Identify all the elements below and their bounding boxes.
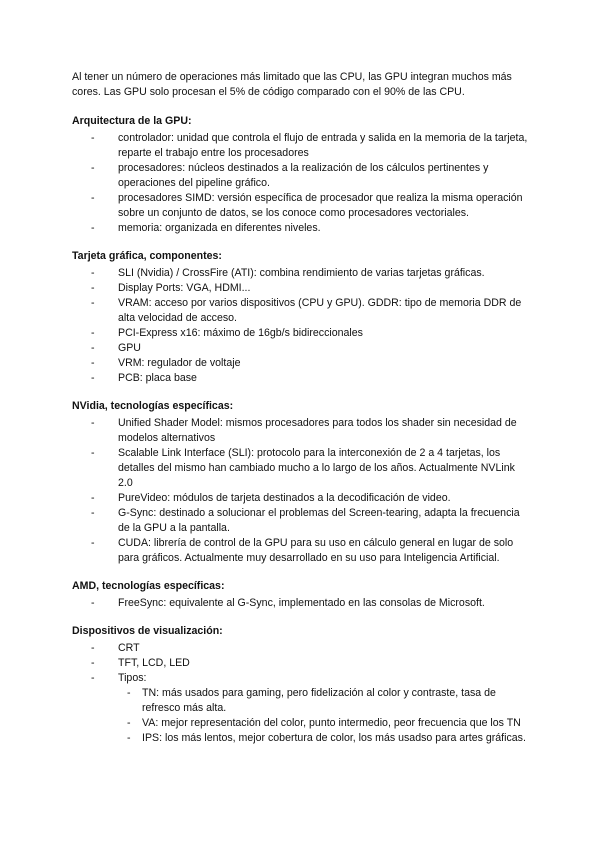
sub-list-item: - IPS: los más lentos, mejor cobertura de color, los más usadso para artes gráficas. <box>72 731 532 746</box>
section-heading: Tarjeta gráfica, componentes: <box>72 250 222 262</box>
list-item: - Scalable Link Interface (SLI): protocolo para la interconexión de 2 a 4 tarjetas, los detalles del mismo han cambiado mucho a lo largo de los años. Actualmente NVLink 2.0 <box>72 446 532 491</box>
intro-paragraph: Al tener un número de operaciones más limitado que las CPU, las GPU integran muchos más cores. Las GPU solo procesan el 5% de código comparado con el 90% de las CPU. <box>72 71 512 98</box>
list-item: - Unified Shader Model: mismos procesadores para todos los shader sin necesidad de modelos alternativos <box>72 416 532 446</box>
list-item: - G-Sync: destinado a solucionar el problemas del Screen-tearing, adapta la frecuencia de la GPU a la pantalla. <box>72 506 532 536</box>
list-item: - procesadores: núcleos destinados a la realización de los cálculos pertinentes y operaciones del pipeline gráfico. <box>72 161 532 191</box>
tipos-label: - Tipos: <box>72 671 532 686</box>
sub-bullet-list <box>72 686 532 746</box>
section-dispositivos <box>72 624 532 746</box>
section-heading: Dispositivos de visualización: <box>72 625 223 637</box>
sub-list-item: - VA: mejor representación del color, punto intermedio, peor frecuencia que los TN <box>72 716 532 731</box>
list-item: - GPU <box>72 341 532 356</box>
section-tarjeta <box>72 249 532 386</box>
list-item: - memoria: organizada en diferentes niveles. <box>72 221 532 236</box>
list-item: - VRAM: acceso por varios dispositivos (CPU y GPU). GDDR: tipo de memoria DDR de alta velocidad de acceso. <box>72 296 532 326</box>
list-item: - SLI (Nvidia) / CrossFire (ATI): combina rendimiento de varias tarjetas gráficas. <box>72 266 532 281</box>
list-item: - procesadores SIMD: versión específica de procesador que realiza la misma operación sobre un conjunto de datos, se los conoce como procesadores vectoriales. <box>72 191 532 221</box>
bullet-list <box>72 641 532 671</box>
section-heading: AMD, tecnologías específicas: <box>72 580 225 592</box>
list-item: - PCB: placa base <box>72 371 532 386</box>
section-arquitectura <box>72 114 532 236</box>
list-item: - Display Ports: VGA, HDMI... <box>72 281 532 296</box>
document-page <box>72 70 532 759</box>
list-item: - CRT <box>72 641 532 656</box>
section-heading: NVidia, tecnologías específicas: <box>72 400 234 412</box>
bullet-list <box>72 596 532 611</box>
bullet-list <box>72 416 532 566</box>
list-item: - CUDA: librería de control de la GPU para su uso en cálculo general en lugar de solo para gráficos. Actualmente muy desarrollado en su uso para Inteligencia Artificial. <box>72 536 532 566</box>
list-item: - PCI-Express x16: máximo de 16gb/s bidireccionales <box>72 326 532 341</box>
section-heading: Arquitectura de la GPU: <box>72 115 192 127</box>
list-item: - TFT, LCD, LED <box>72 656 532 671</box>
list-item: - VRM: regulador de voltaje <box>72 356 532 371</box>
section-nvidia <box>72 399 532 566</box>
section-amd <box>72 579 532 611</box>
sub-list-item: - TN: más usados para gaming, pero fidelización al color y contraste, tasa de refresco más alta. <box>72 686 532 716</box>
bullet-list <box>72 266 532 386</box>
list-item: - controlador: unidad que controla el flujo de entrada y salida en la memoria de la tarjeta, reparte el trabajo entre los procesadores <box>72 131 532 161</box>
list-item: - PureVideo: módulos de tarjeta destinados a la decodificación de video. <box>72 491 532 506</box>
list-item: - FreeSync: equivalente al G-Sync, implementado en las consolas de Microsoft. <box>72 596 532 611</box>
bullet-list <box>72 131 532 236</box>
